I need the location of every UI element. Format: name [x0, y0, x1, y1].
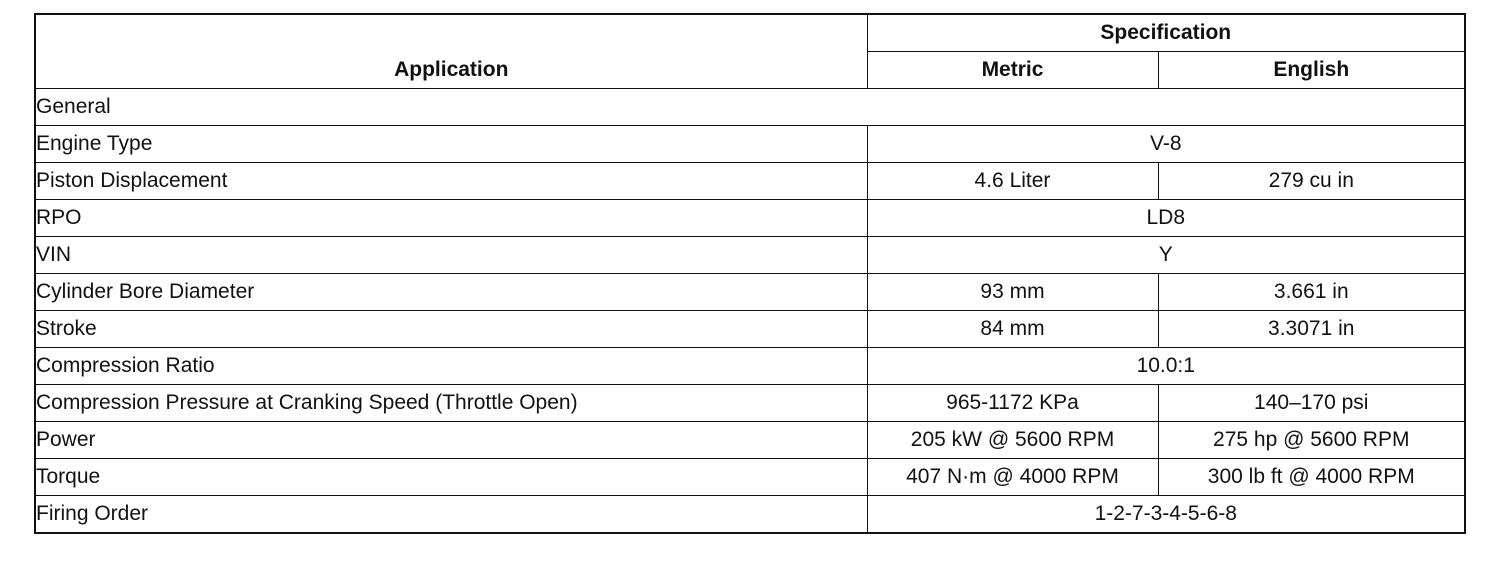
section-row — [35, 89, 1465, 126]
row-label: Compression Ratio — [35, 348, 867, 385]
row-value-metric: 205 kW @ 5600 RPM — [867, 422, 1158, 459]
row-value-metric: 93 mm — [867, 274, 1158, 311]
row-label: Engine Type — [35, 126, 867, 163]
application-header: Application — [35, 14, 867, 89]
specification-header: Specification — [867, 14, 1465, 52]
row-label: Torque — [35, 459, 867, 496]
table-row — [35, 126, 1465, 163]
row-value-metric: 84 mm — [867, 311, 1158, 348]
table-row — [35, 385, 1465, 422]
engine-spec-table — [34, 13, 1466, 534]
row-label: Stroke — [35, 311, 867, 348]
row-value-metric: 4.6 Liter — [867, 163, 1158, 200]
row-value-english: 140–170 psi — [1158, 385, 1465, 422]
section-general: General — [35, 89, 1465, 126]
row-label: RPO — [35, 200, 867, 237]
table-row — [35, 459, 1465, 496]
table-row — [35, 348, 1465, 385]
row-value-combined: LD8 — [867, 200, 1465, 237]
row-label: Compression Pressure at Cranking Speed (Throttle Open) — [35, 385, 867, 422]
row-value-combined: 10.0:1 — [867, 348, 1465, 385]
table-row — [35, 163, 1465, 200]
row-label: Cylinder Bore Diameter — [35, 274, 867, 311]
row-label: Firing Order — [35, 496, 867, 534]
row-value-combined: Y — [867, 237, 1465, 274]
row-value-metric: 965-1172 KPa — [867, 385, 1158, 422]
row-value-combined: 1-2-7-3-4-5-6-8 — [867, 496, 1465, 534]
table-row — [35, 311, 1465, 348]
row-value-metric: 407 N·m @ 4000 RPM — [867, 459, 1158, 496]
row-label: Power — [35, 422, 867, 459]
row-value-english: 275 hp @ 5600 RPM — [1158, 422, 1465, 459]
metric-header: Metric — [867, 52, 1158, 89]
row-value-english: 3.3071 in — [1158, 311, 1465, 348]
row-label: Piston Displacement — [35, 163, 867, 200]
table-row — [35, 274, 1465, 311]
table-row — [35, 496, 1465, 534]
row-value-english: 300 lb ft @ 4000 RPM — [1158, 459, 1465, 496]
row-value-combined: V-8 — [867, 126, 1465, 163]
row-label: VIN — [35, 237, 867, 274]
header-row-top — [35, 14, 1465, 52]
table-row — [35, 200, 1465, 237]
table-row — [35, 237, 1465, 274]
table-row — [35, 422, 1465, 459]
english-header: English — [1158, 52, 1465, 89]
row-value-english: 279 cu in — [1158, 163, 1465, 200]
row-value-english: 3.661 in — [1158, 274, 1465, 311]
